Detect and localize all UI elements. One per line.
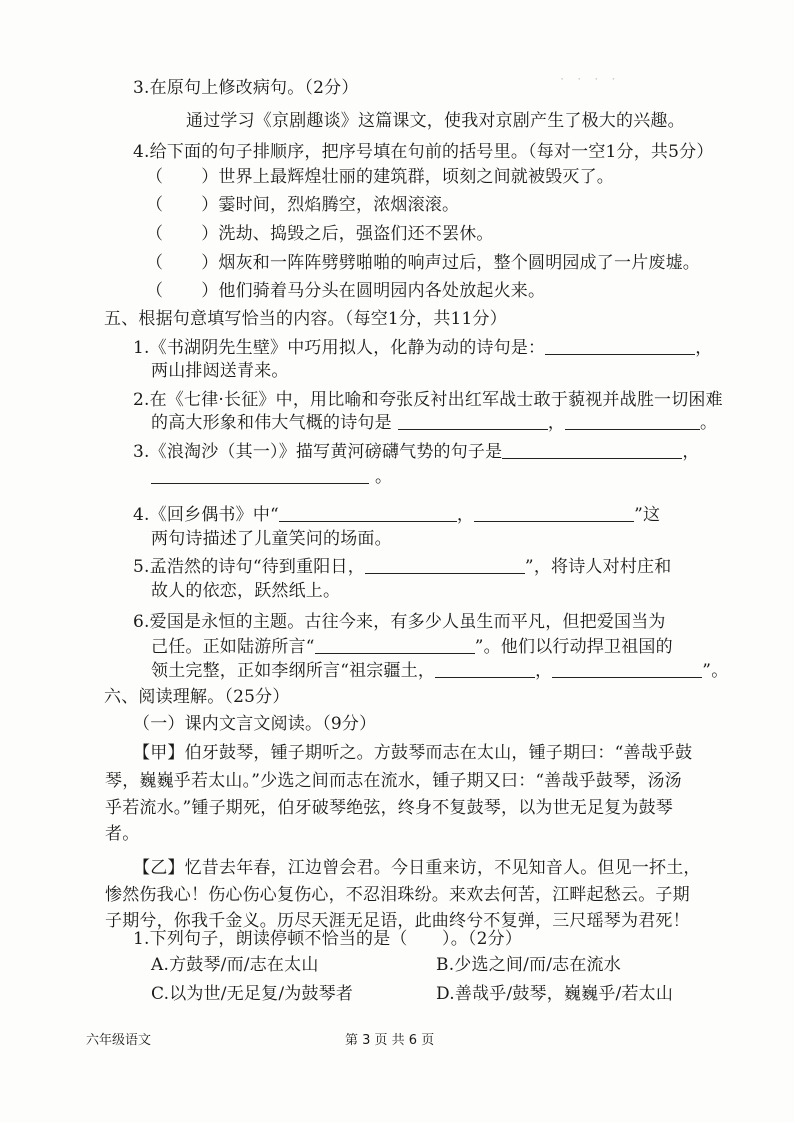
q4-item-text: 霎时间，烈焰腾空，浓烟滚滚。 [218,195,460,215]
passage-jia-line: 琴，巍巍乎若太山。”少选之间而志在流水，锺子期又曰：“善哉乎鼓琴，汤汤 [105,771,682,791]
q4-item [146,252,700,274]
answer-blank[interactable] [365,557,525,574]
s5-q3-line1 [133,441,700,463]
s5-q5-line2: 故人的依恋，跃然纸上。 [151,581,341,601]
answer-blank[interactable] [545,338,695,355]
s5-q1-line1 [133,337,712,359]
passage-jia-line [133,742,692,764]
s5-q2-line2 [151,412,717,434]
passage-yi-line: 子期兮，你我千金义。历尽天涯无足语，此曲终兮不复弹，三尺瑶琴为君死！ [105,911,690,931]
s5-q4-line2: 两句诗描述了儿童笑问的场面。 [151,529,392,549]
s5-q6-line1: 6.爱国是永恒的主题。古往今来，有多少人虽生而平凡，但把爱国当为 [133,612,666,632]
open-paren: （ [146,224,164,244]
answer-blank[interactable] [398,413,548,430]
s5-q3-text: 3.《浪淘沙（其一）》描写黄河磅礴气势的句子是 [133,442,503,462]
q4-item [146,280,545,302]
answer-blank[interactable] [474,505,634,522]
open-paren: （ [146,167,164,187]
open-paren: （ [146,281,164,301]
q4-item [146,194,459,216]
q3-sentence: 通过学习《京剧趣谈》这篇课文，使我对京剧产生了极大的兴趣。 [186,111,685,131]
punct: ， [695,338,713,358]
answer-blank[interactable] [315,637,475,654]
s5-q4-line1 [133,504,660,526]
s5-q6-text: 己任。正如陆游所言“ [151,637,315,657]
answer-blank[interactable] [279,505,457,522]
answer-blank[interactable] [502,442,682,459]
passage-jia-text: 伯牙鼓琴，锺子期听之。方鼓琴而志在太山，锺子期曰：“善哉乎鼓 [184,743,693,763]
q4-item-text: 世界上最辉煌壮丽的建筑群，顷刻之间就被毁灭了。 [218,167,615,187]
s5-q5-text2: ”，将诗人对村庄和 [524,557,672,577]
section5-title: 五、根据句意填写恰当的内容。（每空1分，共11分） [104,309,507,329]
punct: ， [682,442,700,462]
footer-page-number: 第 3 页 共 6 页 [345,1033,435,1048]
punct: ”这 [634,505,661,525]
s5-q1-line2: 两山排闼送青来。 [151,361,289,381]
q3-title: 3.在原句上修改病句。（2分） [133,78,359,98]
passage-jia-label: 【甲】 [133,743,185,763]
s5-q6-text3: 领土完整，正如李纲所言“祖宗疆土， [151,661,436,681]
q4-item [146,166,614,188]
passage-jia-line: 乎若流水。”锺子期死，伯牙破琴绝弦，终身不复鼓琴，以为世无足复为鼓琴 [105,798,673,818]
s5-q6-line3 [151,660,728,682]
close-paren: ） [201,224,219,244]
punct: ， [547,413,566,433]
s5-q2-line1: 2.在《七律·长征》中，用比喻和夸张反衬出红军战士敢于藐视并战胜一切困难 [133,390,723,410]
close-paren: ） [201,253,219,273]
answer-blank[interactable] [435,661,535,678]
section6-title: 六、阅读理解。（25分） [104,687,290,707]
close-paren: ） [201,195,219,215]
s5-q2-text: 的高大形象和伟大气概的诗句是 [151,413,392,433]
close-paren: ） [201,167,219,187]
passage-yi-text: 忆昔去年春，江边曾会君。今日重来访，不见知音人。但见一抔土， [184,858,701,878]
punct: 。 [375,467,393,487]
section6-sub1: （一）课内文言文阅读。（9分） [133,714,377,734]
answer-blank[interactable] [552,661,702,678]
q4-item-text: 烟灰和一阵阵劈劈啪啪的响声过后，整个圆明园成了一片废墟。 [218,253,701,273]
q4-title: 4.给下面的句子排顺序，把序号填在句前的括号里。（每对一空1分，共5分） [133,142,714,162]
s5-q5-text: 5.孟浩然的诗句“待到重阳日， [133,557,365,577]
punct: ， [456,505,475,525]
option-a[interactable]: A.方鼓琴/而/志在太山 [151,955,319,975]
punct: ”。 [702,661,729,681]
q4-item [146,223,494,245]
s5-q5-line1 [133,556,671,578]
option-d[interactable]: D.善哉乎/鼓琴，巍巍乎/若太山 [436,984,674,1004]
s5-q3-line2 [151,466,392,488]
footer-subject: 六年级语文 [86,1033,152,1048]
passage-yi-line: 惨然伤我心！伤心伤心复伤心，不忍泪珠纷。来欢去何苦，江畔起愁云。子期 [105,885,690,905]
q4-item-text: 他们骑着马分头在圆明园内各处放起火来。 [218,281,546,301]
bleed-through: · · · · [560,70,616,85]
punct: 。 [700,413,718,433]
s6-q1-title: 1.下列句子，朗读停顿不恰当的是（ ）。（2分） [133,929,523,949]
open-paren: （ [146,195,164,215]
answer-blank[interactable] [565,413,700,430]
s5-q6-line2 [151,636,673,658]
close-paren: ） [201,281,219,301]
q4-item-text: 洗劫、捣毁之后，强盗们还不罢休。 [218,224,494,244]
answer-blank[interactable] [151,467,369,484]
s5-q1-text: 1.《书湖阴先生壁》中巧用拟人，化静为动的诗句是： [133,338,546,358]
passage-jia-line: 者。 [105,824,140,844]
passage-yi-label: 【乙】 [133,858,185,878]
option-c[interactable]: C.以为世/无足复/为鼓琴者 [151,984,354,1004]
open-paren: （ [146,253,164,273]
option-b[interactable]: B.少选之间/而/志在流水 [436,955,621,975]
passage-yi-line [133,857,701,879]
s5-q4-text: 4.《回乡偶书》中“ [133,505,279,525]
punct: ， [535,661,553,681]
s5-q6-text2: ”。他们以行动捍卫祖国的 [474,637,673,657]
